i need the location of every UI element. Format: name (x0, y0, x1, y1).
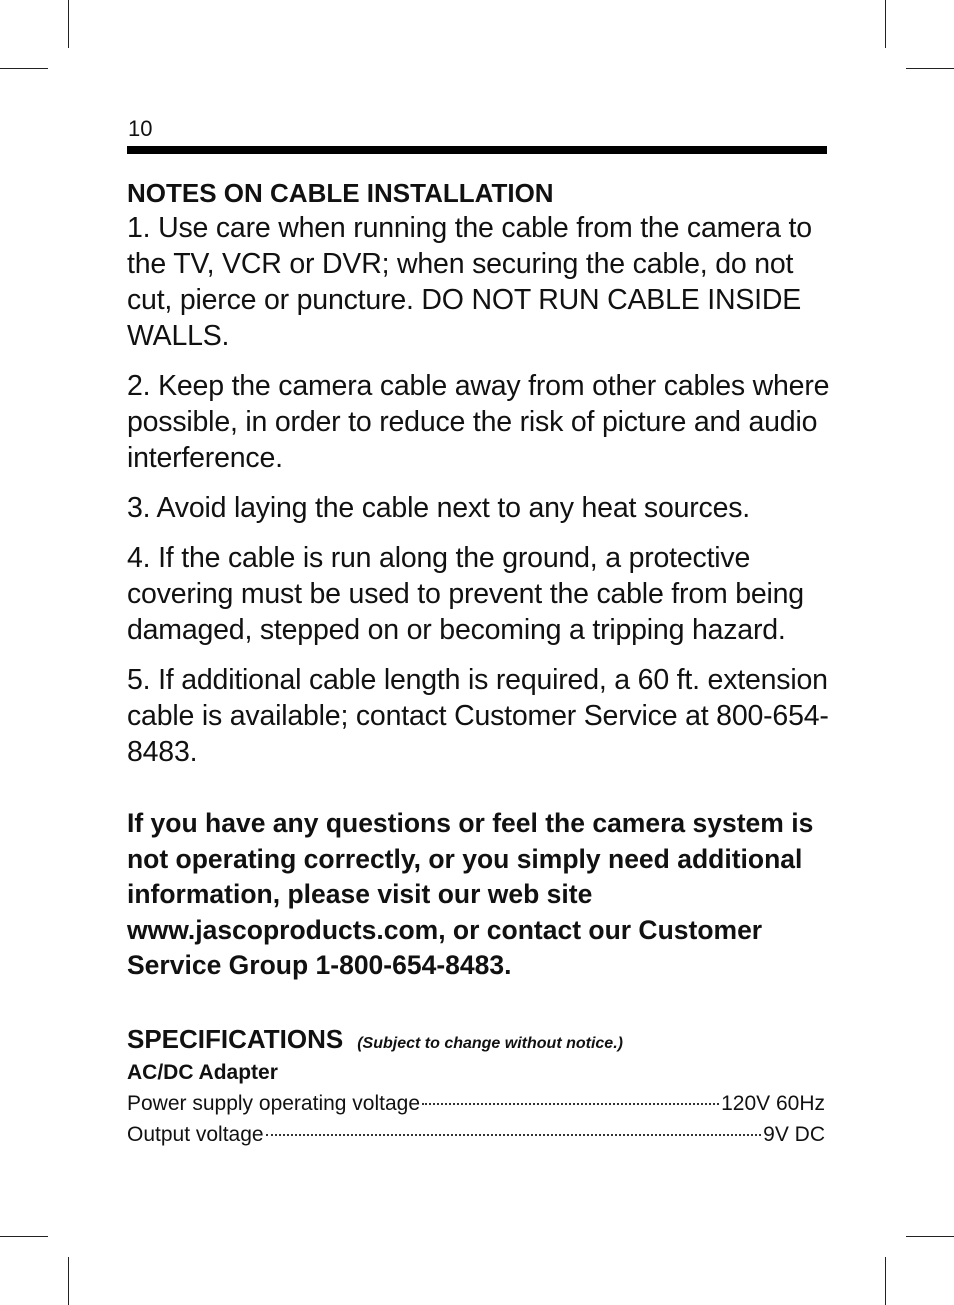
spec-row (127, 1088, 825, 1119)
crop-mark (0, 1236, 48, 1237)
specifications-header (127, 1022, 832, 1056)
specifications-note: (Subject to change without notice.) (357, 1034, 623, 1052)
note-item: 2. Keep the camera cable away from other cables where possible, in order to reduce the risk of picture and audio interference. (127, 370, 830, 474)
notes-heading: NOTES ON CABLE INSTALLATION (127, 178, 554, 208)
crop-mark (68, 1257, 69, 1305)
page-content (127, 176, 832, 1150)
header-rule (127, 146, 827, 154)
note-item: 3. Avoid laying the cable next to any heat sources. (127, 492, 751, 524)
crop-mark (906, 1236, 954, 1237)
spec-label: Power supply operating voltage (127, 1091, 421, 1115)
page-number: 10 (128, 116, 153, 141)
crop-mark (68, 0, 69, 48)
spec-label: Output voltage (127, 1122, 264, 1146)
contact-info: If you have any questions or feel the camera system is not operating correctly, or you simply need additional information, please visit our web site www.jascoproducts.com, or contact our Customer Service Group 1-800-654-8483. (127, 808, 814, 981)
crop-mark (906, 68, 954, 69)
spec-value: 9V DC (763, 1122, 825, 1146)
note-item: 1. Use care when running the cable from the camera to the TV, VCR or DVR; when securing the cable, do not cut, pierce or puncture. DO NOT RUN CABLE INSIDE WALLS. (127, 212, 812, 352)
note-item: 4. If the cable is run along the ground, a protective covering must be used to prevent the cable from being damaged, stepped on or becoming a tripping hazard. (127, 542, 804, 646)
specifications-title: SPECIFICATIONS (127, 1023, 344, 1054)
dot-leader (266, 1134, 762, 1136)
spec-value: 120V 60Hz (721, 1091, 825, 1115)
crop-mark (885, 0, 886, 48)
adapter-title: AC/DC Adapter (127, 1060, 278, 1084)
note-item: 5. If additional cable length is required, a 60 ft. extension cable is available; contact Customer Service at 800-654-8483. (127, 664, 829, 768)
crop-mark (885, 1257, 886, 1305)
dot-leader (422, 1103, 719, 1105)
spec-row (127, 1119, 825, 1150)
crop-mark (0, 68, 48, 69)
